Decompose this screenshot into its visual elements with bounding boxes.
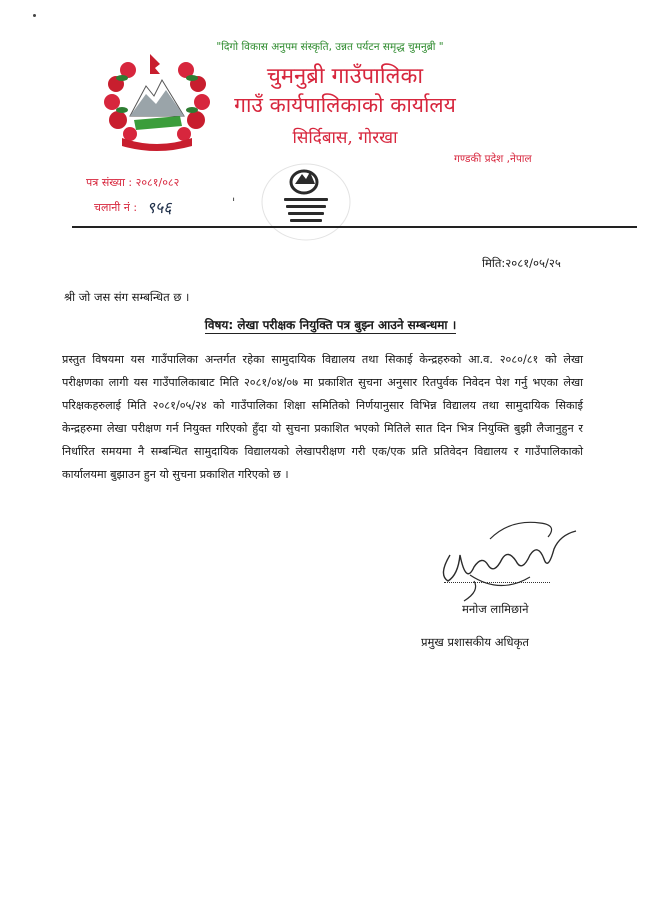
stamp-emblem	[291, 171, 317, 193]
tick-mark: ˈ	[232, 196, 236, 210]
office-stamp	[240, 160, 352, 242]
dispatch-label: चलानी नं :	[94, 201, 138, 214]
map-shape	[134, 116, 182, 130]
office-address: सिर्दिबास, गोरखा	[292, 128, 398, 148]
dispatch-value: ९५६	[146, 198, 172, 217]
header-divider	[72, 226, 637, 228]
province-label: गण्डकी प्रदेश ,नेपाल	[454, 153, 532, 165]
subject-line	[0, 316, 661, 333]
letter-number: पत्र संख्या : २०८१/०८२	[86, 176, 180, 189]
flag-shape	[150, 54, 160, 74]
dispatch-number	[94, 196, 172, 218]
addressee: श्री जो जस संग सम्बन्धित छ ।	[64, 290, 190, 304]
office-name: चुमनुब्री गाउँपालिका	[266, 64, 424, 89]
signatory-name: मनोज लामिछाने	[462, 602, 529, 616]
mountain-shape	[130, 80, 184, 116]
signature-line	[444, 582, 550, 583]
slogan: "दिगो विकास अनुपम संस्कृति, उन्नत पर्यटन समृद्ध चुमनुब्री "	[216, 41, 444, 53]
nepal-emblem-logo	[100, 50, 214, 154]
letter-body: प्रस्तुत विषयमा यस गाउँपालिका अन्तर्गत रहेका सामुदायिक विद्यालय तथा सिकाई केन्द्रहरुको आ.व. २०८०/८१ को लेखा परीक्षणका लागी यस गाउँपालिकाबाट मिति २०८१/०४/०७ मा प्रकाशित सुचना अनुसार रितपुर्वक निवेदन पेश गर्नु भएका लेखा परिक्षकहरुलाई मिति २०८१/०५/२४ को गाउँपालिका शिक्षा समितिको निर्णयानुसार विभिन्न विद्यालय तथा सामुदायिक सिकाई केन्द्रहरुमा लेखा परीक्षण गर्न नियुक्त गरिएको हुँदा यो सुचना प्रकाशित भएको मितिले सात दिन भित्र नियुक्ति बुझी लैजानुहुन र निर्धारित समयमा नै सम्बन्धित सामुदायिक विद्यालयको लेखापरीक्षण गरी एक/एक प्रति प्रतिवेदन विद्यालय र गाउँपालिकाको कार्यालयमा बुझाउन हुन यो सुचना प्रकाशित गरिएको छ ।	[62, 353, 583, 481]
signatory-designation: प्रमुख प्रशासकीय अधिकृत	[421, 635, 529, 649]
signature-image	[430, 515, 590, 605]
letter-date: मिति:२०८१/०५/२५	[482, 256, 561, 270]
office-subtitle: गाउँ कार्यपालिकाको कार्यालय	[234, 93, 456, 117]
page-mark	[33, 14, 36, 17]
subject-text: विषय: लेखा परीक्षक नियुक्ति पत्र बुझ्न आउने सम्बन्धमा ।	[204, 318, 457, 332]
stamp-text	[284, 198, 328, 222]
